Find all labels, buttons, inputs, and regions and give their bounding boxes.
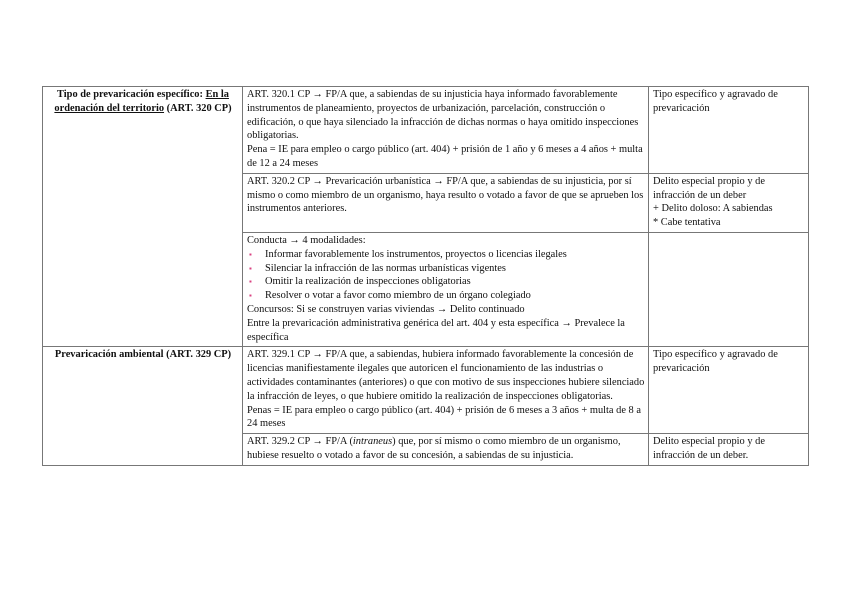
label-text: (ART. 320 CP)	[164, 102, 232, 114]
note-text: Delito especial propio y de infracción de un deber	[653, 175, 765, 201]
row-label-art-329	[43, 347, 243, 465]
row-label-art-320	[43, 87, 243, 347]
content-cell-320-conducta	[243, 232, 649, 346]
note-cell-329-1	[649, 347, 809, 434]
label-text: Prevaricación ambiental (ART. 329 CP)	[54, 349, 232, 361]
legal-table	[42, 86, 809, 466]
list-item-text: Silenciar la infracción de las normas urbanísticas vigentes	[265, 262, 506, 274]
table-row	[43, 347, 809, 434]
content-cell-329-2	[243, 434, 649, 466]
content-cell-329-1	[243, 347, 649, 434]
note-text: Delito especial propio y de infracción de un deber.	[653, 436, 765, 461]
paragraph: ART. 329.1 CP → FP/A que, a sabiendas, hubiera informado favorablemente la concesión de licencias manifiestamente ilegales que autoricen el funcionamiento de las industrias o actividades contaminantes (anteriores) o que con motivo de sus inspecciones hubiere silenciado la infracción de leyes, o que hubiere omitido la realización de inspecciones obligatorias.	[247, 349, 645, 402]
list-item	[247, 262, 645, 276]
list-item	[247, 248, 645, 262]
italic-term: intraneus	[352, 436, 393, 448]
list-item	[247, 275, 645, 289]
paragraph	[247, 435, 645, 463]
list-item	[247, 289, 645, 303]
text-segment: ) que, por sí mismo o como miembro de un organismo, hubiese resuelto o votado a favor de su concesión, a sabiendas de su injusticia.	[247, 436, 621, 461]
note-text: + Delito doloso: A sabiendas	[653, 203, 773, 215]
bullet-icon: ▪	[249, 249, 252, 259]
bullet-icon: ▪	[249, 291, 252, 301]
paragraph: Pena = IE para empleo o cargo público (art. 404) + prisión de 1 año y 6 meses a 4 años + multa de 12 a 24 meses	[247, 144, 643, 169]
content-cell-320-1	[243, 87, 649, 174]
paragraph: Conducta → 4 modalidades:	[247, 234, 366, 246]
note-text: Tipo específico y agravado de prevaricación	[653, 89, 778, 114]
list-item-text: Omitir la realización de inspecciones obligatorias	[265, 276, 471, 288]
bullet-list	[247, 248, 645, 303]
bullet-icon: ▪	[249, 277, 252, 287]
note-cell-320-conducta	[649, 232, 809, 346]
note-cell-329-2	[649, 434, 809, 466]
note-cell-320-1	[649, 87, 809, 174]
paragraph: Concursos: Si se construyen varias viviendas → Delito continuado	[247, 303, 525, 315]
paragraph: ART. 320.1 CP → FP/A que, a sabiendas de su injusticia haya informado favorablemente instrumentos de planeamiento, proyectos de urbanización, parcelación, construcción o edificación, o que haya silenciado la infracción de dichas normas o haya omitido inspecciones obligatorias.	[247, 89, 639, 142]
table-row	[43, 87, 809, 174]
note-cell-320-2	[649, 173, 809, 232]
paragraph: Entre la prevaricación administrativa genérica del art. 404 y esta específica → Prevalece la específica	[247, 317, 625, 343]
note-text: Tipo específico y agravado de prevaricación	[653, 349, 778, 375]
text-segment: ART. 329.2 CP → FP/A (	[247, 436, 353, 448]
note-text: * Cabe tentativa	[653, 217, 721, 229]
label-underlined-text: En la ordenación del territorio	[54, 89, 229, 114]
label-text: Tipo de prevaricación específico:	[57, 89, 206, 100]
paragraph: Penas = IE para empleo o cargo público (art. 404) + prisión de 6 meses a 3 años + multa de 8 a 24 meses	[247, 404, 641, 430]
list-item-text: Informar favorablemente los instrumentos, proyectos o licencias ilegales	[265, 248, 567, 260]
bullet-icon: ▪	[249, 263, 252, 273]
list-item-text: Resolver o votar a favor como miembro de un órgano colegiado	[265, 290, 531, 302]
content-cell-320-2	[243, 173, 649, 232]
paragraph: ART. 320.2 CP → Prevaricación urbanística → FP/A que, a sabiendas de su injusticia, por sí mismo o como miembro de un organismo, haya resulto o votado a favor de que se aprueben los instrumentos anteriores.	[247, 175, 644, 215]
